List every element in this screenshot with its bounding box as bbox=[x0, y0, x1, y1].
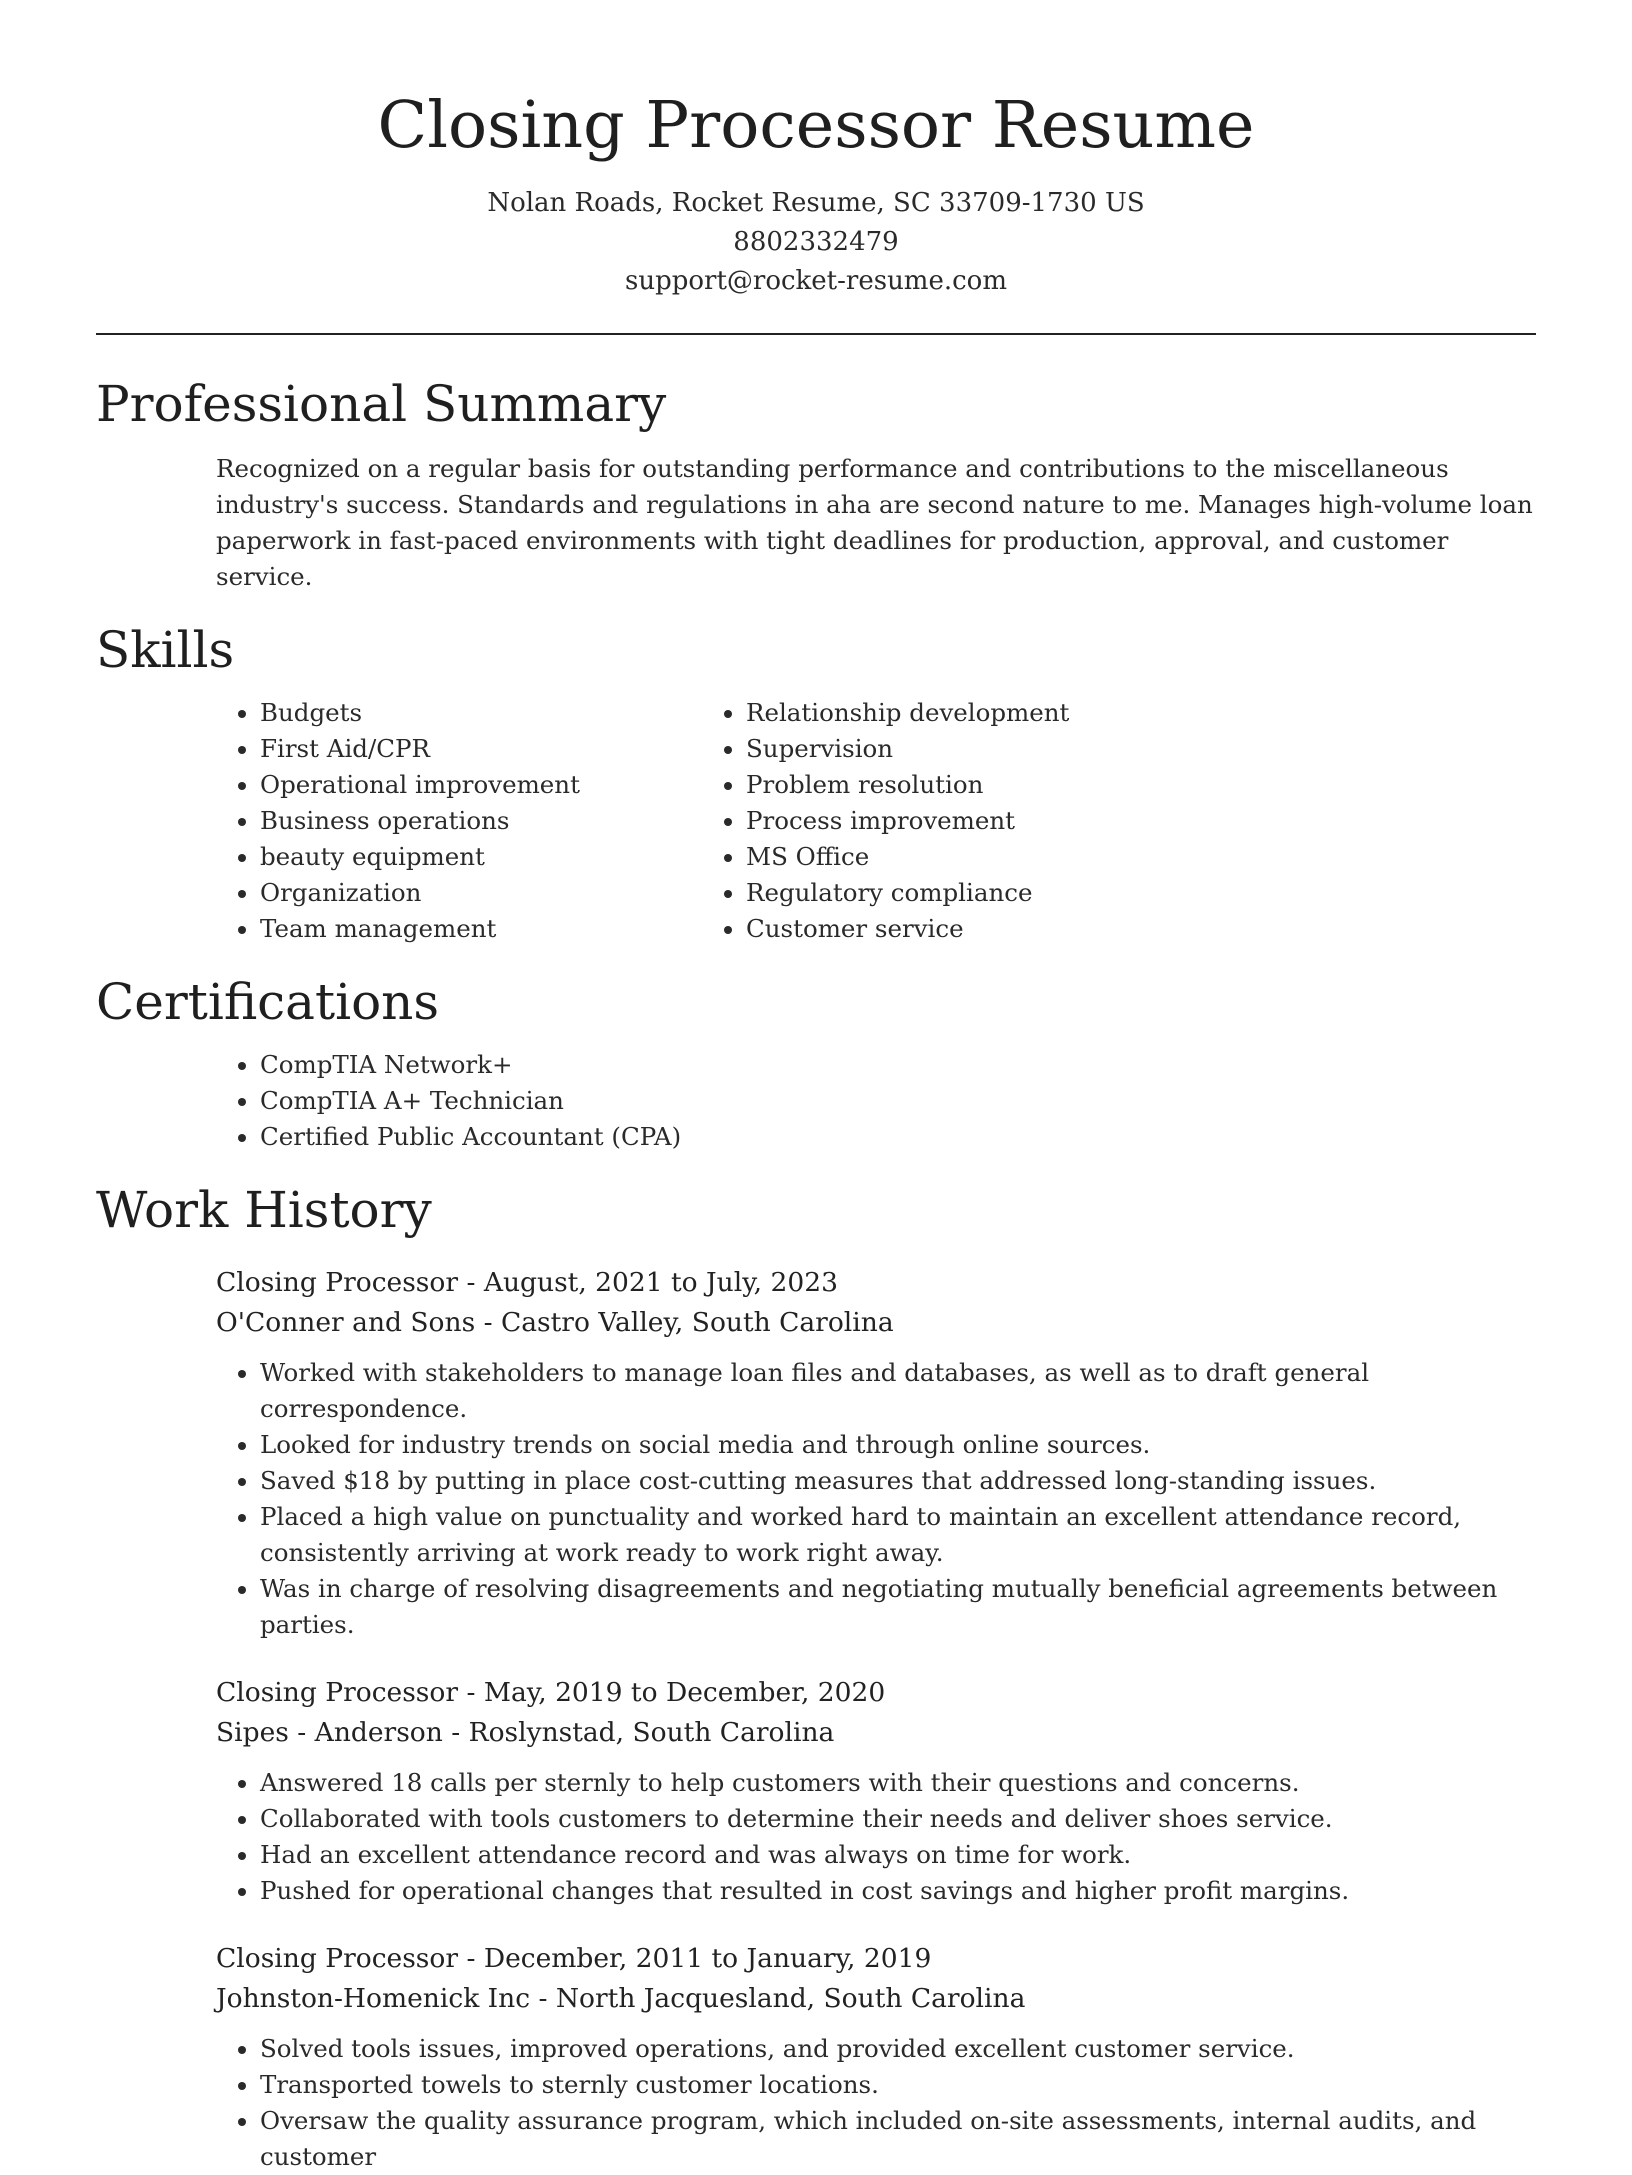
work-history-heading: Work History bbox=[96, 1181, 432, 1239]
skill-item: • Process improvement bbox=[746, 803, 1396, 839]
job-bullets bbox=[216, 1765, 1536, 1909]
contact-address: Nolan Roads, Rocket Resume, SC 33709-1730 US bbox=[487, 188, 1145, 218]
summary-text: Recognized on a regular basis for outstanding performance and contributions to the miscellaneous industry's success. Standards and regulations in aha are second nature to me. Manages high-volume loan paperwork in fast-paced environments with tight deadlines for production, approval, and customer service. bbox=[216, 454, 1533, 591]
skill-item: • beauty equipment bbox=[260, 839, 746, 875]
skills-columns bbox=[96, 695, 1536, 947]
job-bullet: • Saved $18 by putting in place cost-cutting measures that addressed long-standing issues. bbox=[260, 1463, 1536, 1499]
skill-item: • Organization bbox=[260, 875, 746, 911]
skill-item: • Supervision bbox=[746, 731, 1396, 767]
job-entry bbox=[216, 1939, 1536, 2175]
skills-list-left bbox=[96, 695, 746, 947]
job-bullet: • Solved tools issues, improved operations, and provided excellent customer service. bbox=[260, 2031, 1536, 2067]
header-divider bbox=[96, 333, 1536, 335]
job-bullet: • Pushed for operational changes that resulted in cost savings and higher profit margins. bbox=[260, 1873, 1536, 1909]
resume-title: Closing Processor Resume bbox=[377, 88, 1255, 163]
skill-item: • Business operations bbox=[260, 803, 746, 839]
contact-block bbox=[96, 184, 1536, 301]
skill-item: • First Aid/CPR bbox=[260, 731, 746, 767]
job-bullet: • Placed a high value on punctuality and worked hard to maintain an excellent attendance record, consistently arriving at work ready to work right away. bbox=[260, 1499, 1536, 1571]
skill-item: • Operational improvement bbox=[260, 767, 746, 803]
certifications-heading: Certifications bbox=[96, 973, 440, 1031]
skill-item: • Problem resolution bbox=[746, 767, 1396, 803]
job-company-location: Johnston-Homenick Inc - North Jacquesland, South Carolina bbox=[216, 1983, 1026, 2014]
certification-item: • CompTIA A+ Technician bbox=[260, 1083, 1536, 1119]
job-title-dates: Closing Processor - August, 2021 to July, 2023 bbox=[216, 1267, 838, 1298]
job-entry bbox=[216, 1263, 1536, 1643]
job-bullet: • Answered 18 calls per sternly to help customers with their questions and concerns. bbox=[260, 1765, 1536, 1801]
job-bullet: • Transported towels to sternly customer locations. bbox=[260, 2067, 1536, 2103]
job-company-location: Sipes - Anderson - Roslynstad, South Carolina bbox=[216, 1717, 835, 1748]
certification-item: • Certified Public Accountant (CPA) bbox=[260, 1119, 1536, 1155]
contact-phone: 8802332479 bbox=[733, 227, 899, 257]
skill-item: • Regulatory compliance bbox=[746, 875, 1396, 911]
job-bullet: • Worked with stakeholders to manage loan files and databases, as well as to draft general correspondence. bbox=[260, 1355, 1536, 1427]
skill-item: • Budgets bbox=[260, 695, 746, 731]
skills-heading: Skills bbox=[96, 621, 235, 679]
certification-item: • CompTIA Network+ bbox=[260, 1047, 1536, 1083]
job-title-dates: Closing Processor - May, 2019 to December, 2020 bbox=[216, 1677, 886, 1708]
job-bullet: • Looked for industry trends on social media and through online sources. bbox=[260, 1427, 1536, 1463]
summary-heading: Professional Summary bbox=[96, 375, 667, 433]
job-bullet: • Collaborated with tools customers to determine their needs and deliver shoes service. bbox=[260, 1801, 1536, 1837]
skill-item: • Customer service bbox=[746, 911, 1396, 947]
job-bullets bbox=[216, 2031, 1536, 2175]
skills-list-right bbox=[746, 695, 1396, 947]
job-title-dates: Closing Processor - December, 2011 to January, 2019 bbox=[216, 1943, 932, 1974]
job-bullet: • Oversaw the quality assurance program, which included on-site assessments, internal audits, and customer bbox=[260, 2103, 1536, 2175]
skill-item: • Relationship development bbox=[746, 695, 1396, 731]
job-bullet: • Was in charge of resolving disagreements and negotiating mutually beneficial agreements between parties. bbox=[260, 1571, 1536, 1643]
job-entry bbox=[216, 1673, 1536, 1909]
job-bullet: • Had an excellent attendance record and was always on time for work. bbox=[260, 1837, 1536, 1873]
skill-item: • MS Office bbox=[746, 839, 1396, 875]
job-bullets bbox=[216, 1355, 1536, 1643]
job-company-location: O'Conner and Sons - Castro Valley, South Carolina bbox=[216, 1307, 894, 1338]
skill-item: • Team management bbox=[260, 911, 746, 947]
certifications-list bbox=[96, 1047, 1536, 1155]
contact-email: support@rocket-resume.com bbox=[624, 266, 1007, 296]
